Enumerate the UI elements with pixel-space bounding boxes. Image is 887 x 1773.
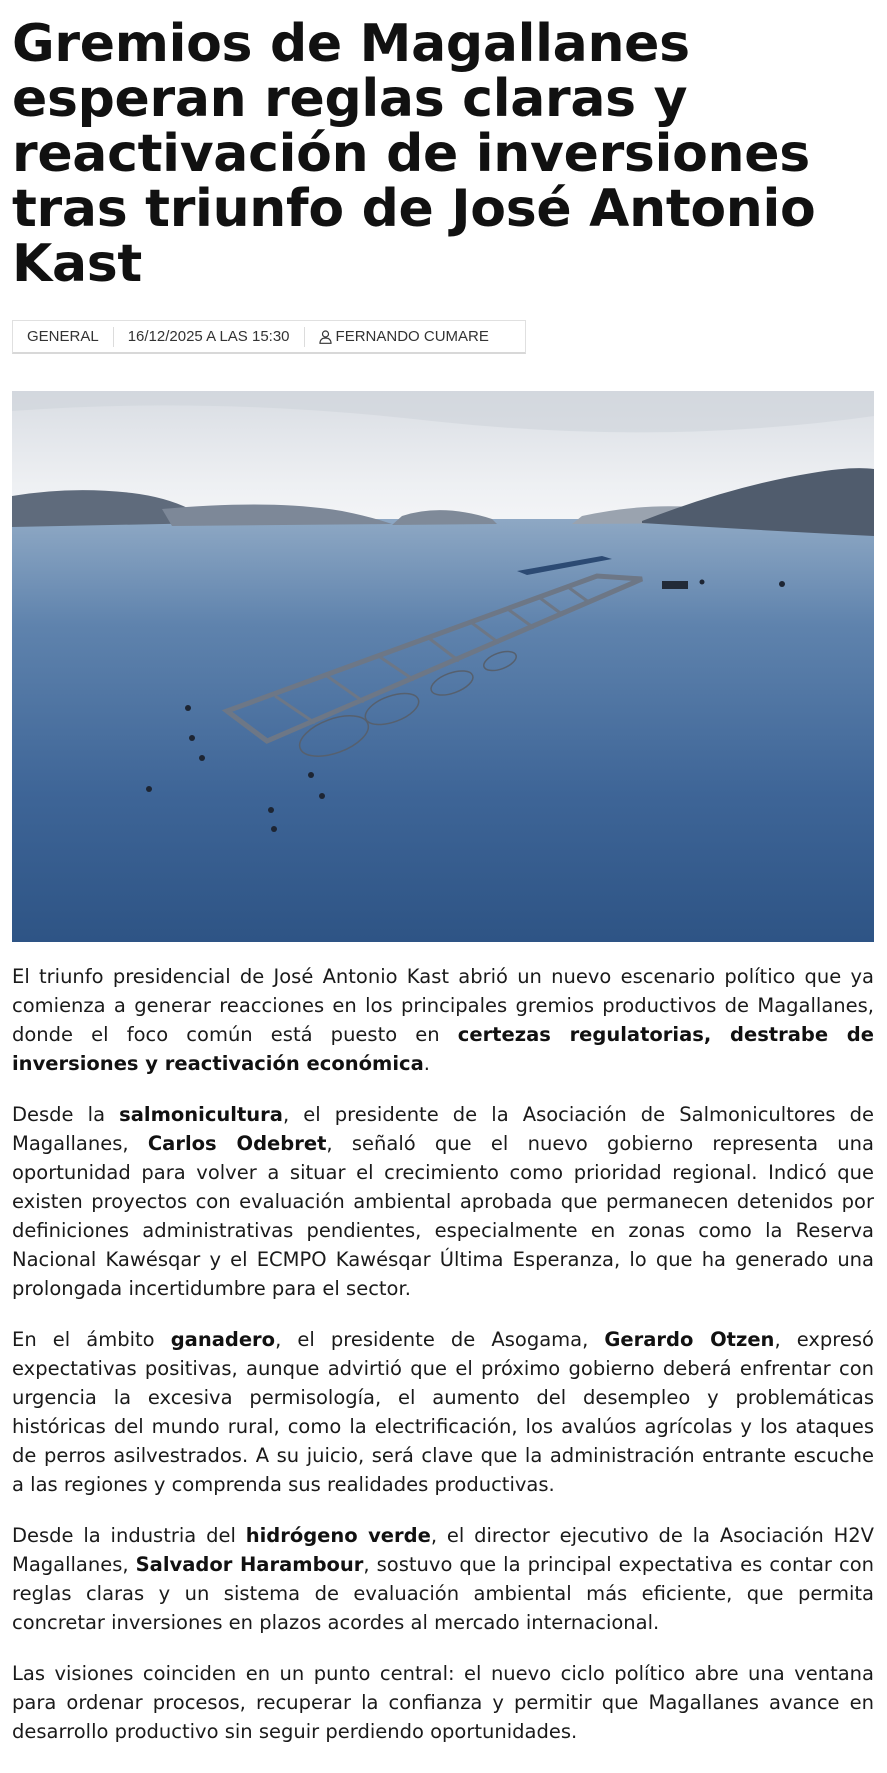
author-link[interactable] [304,327,503,347]
bold-text: Carlos Odebret [147,1132,327,1155]
bold-text: Gerardo Otzen [604,1328,775,1351]
article-title: Gremios de Magallanes esperan reglas claras y reactivación de inversiones tras triunfo de José Antonio Kast [12,14,816,294]
text-run: Desde la industria del [12,1524,246,1547]
user-icon [319,330,332,344]
author-name: FERNANDO CUMARE [335,327,489,345]
text-run: , el presidente de Asogama, [275,1328,605,1351]
text-run: , expresó expectativas positivas, aunque advirtió que el próximo gobierno deberá enfrentar con urgencia la excesiva permisología, el aumento del desempleo y problemáticas históricas del mundo rural, como la electrificación, los avalúos agrícolas y los ataques de perros asilvestrados. A su juicio, será clave que la administración entrante escuche a las regiones y comprenda sus realidades productivas. [12,1328,874,1496]
publish-datetime: 16/12/2025 A LAS 15:30 [113,327,304,347]
bold-text: salmonicultura [119,1103,283,1126]
paragraph-3 [12,1325,874,1499]
paragraph-1 [12,962,874,1078]
salmon-farm-photo [12,391,874,942]
article-page [12,0,875,1743]
text-run: En el ámbito [12,1328,171,1351]
article-body [12,962,874,1768]
category-link[interactable]: GENERAL [27,327,99,345]
text-run: , el director ejecutivo de la Asociación H2V Magallanes, [12,1524,874,1576]
text-run: Las visiones coinciden en un punto central: el nuevo ciclo político abre una ventana para ordenar procesos, recuperar la confianza y permitir que Magallanes avance en desarrollo productivo sin seguir perdiendo oportunidades. [12,1662,874,1743]
paragraph-2 [12,1100,874,1303]
text-run: El triunfo presidencial de José Antonio Kast abrió un nuevo escenario político que ya comienza a generar reacciones en los principales gremios productivos de Magallanes, donde el foco común está puesto en [12,965,874,1046]
bold-text: ganadero [170,1328,276,1351]
bold-text: certezas regulatorias, destrabe de inversiones y reactivación económica [12,1023,874,1075]
text-run: , señaló que el nuevo gobierno representa una oportunidad para volver a situar el crecimiento como prioridad regional. Indicó que existen proyectos con evaluación ambiental aprobada que permanecen detenidos por definiciones administrativas pendientes, especialmente en zonas como la Reserva Nacional Kawésqar y el ECMPO Kawésqar Última Esperanza, lo que ha generado una prolongada incertidumbre para el sector. [12,1132,874,1300]
article-meta-bar [12,320,526,354]
text-run: Desde la [12,1103,120,1126]
text-run: , sostuvo que la principal expectativa es contar con reglas claras y un sistema de evaluación ambiental más eficiente, que permita concretar inversiones en plazos acordes al mercado internacional. [12,1553,874,1634]
bold-text: Salvador Harambour [135,1553,364,1576]
salmon-farm-illustration [12,391,874,942]
paragraph-4 [12,1521,874,1637]
text-run: , el presidente de la Asociación de Salmonicultores de Magallanes, [12,1103,875,1155]
bold-text: hidrógeno verde [245,1524,431,1547]
text-run: . [423,1052,430,1075]
paragraph-5 [12,1659,874,1746]
